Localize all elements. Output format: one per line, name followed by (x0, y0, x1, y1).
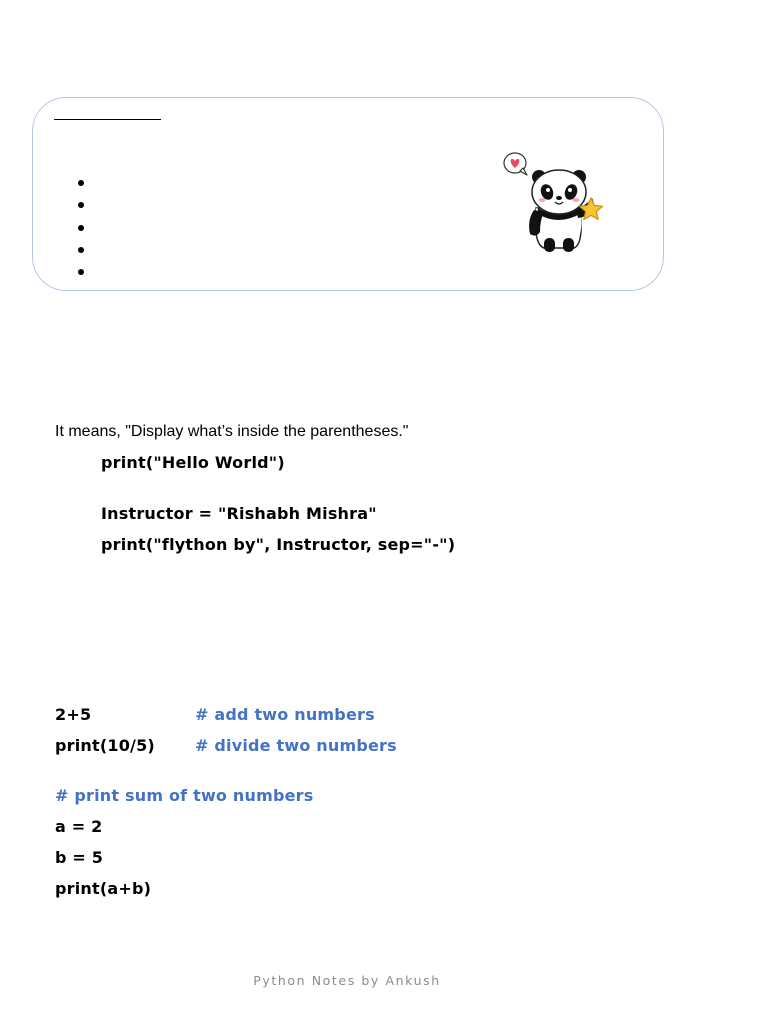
code-line: print("flython by", Instructor, sep="-") (101, 535, 456, 554)
code-comment: # add two numbers (195, 705, 375, 724)
page-footer: Python Notes by Ankush (253, 973, 441, 988)
code-line: b = 5 (55, 848, 104, 867)
code-line: print(a+b) (55, 879, 152, 898)
code-comment: # print sum of two numbers (55, 786, 314, 805)
code-line: Instructor = "Rishabh Mishra" (101, 504, 377, 523)
code-line: 2+5 (55, 705, 92, 724)
panda-holding-star-icon (500, 148, 610, 258)
code-line: print(10/5) (55, 736, 155, 755)
code-line: print("Hello World") (101, 453, 285, 472)
code-comment: # divide two numbers (195, 736, 397, 755)
code-line: a = 2 (55, 817, 103, 836)
print-explanation: It means, "Display what’s inside the parentheses." (55, 423, 409, 440)
heading-underline (54, 119, 161, 120)
